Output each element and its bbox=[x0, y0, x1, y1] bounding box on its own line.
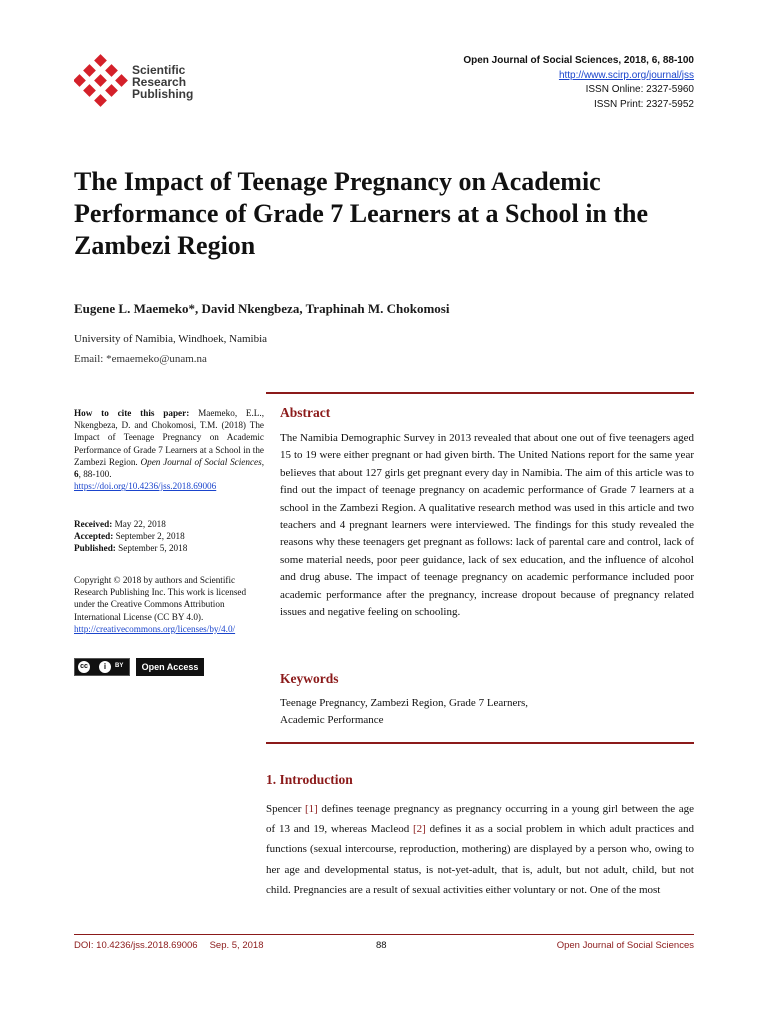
abstract-heading: Abstract bbox=[280, 405, 331, 420]
published-label: Published: bbox=[74, 543, 116, 554]
publisher-logo bbox=[74, 52, 204, 112]
cc-by-badge[interactable] bbox=[74, 658, 130, 676]
accepted-label: Accepted: bbox=[74, 531, 114, 542]
issn-online: ISSN Online: 2327-5960 bbox=[585, 84, 694, 95]
paper-title: The Impact of Teenage Pregnancy on Academic Performance of Grade 7 Learners at a School in the Zambezi Region bbox=[74, 167, 649, 260]
publisher-logo-icon bbox=[74, 54, 130, 110]
citation-block: How to cite this paper: Maemeko, E.L., Nkengbeza, D. and Chokomosi, T.M. (2018) The Impact of Teenage Pregnancy on Academic Performance of Grade 7 Learners at a School in the Zambezi Region. Open Journal of Social Sciences, 6, 88-100. https://doi.org/10.4236/jss.2018.69006 bbox=[74, 408, 265, 492]
citation-pages: , 88-100. bbox=[78, 469, 112, 480]
abstract-top-rule bbox=[266, 392, 694, 394]
citation-text: Maemeko, E.L., Nkengbeza, D. and Chokomosi, T.M. (2018) The Impact of Teenage Pregnancy on Academic Performance of Grade 7 Learners at a School in the Zambezi Region. bbox=[74, 408, 265, 467]
license-link[interactable]: http://creativecommons.org/licenses/by/4.0/ bbox=[74, 623, 236, 634]
received-date: May 22, 2018 bbox=[114, 519, 166, 529]
accepted-date: September 2, 2018 bbox=[115, 531, 185, 542]
reference-link[interactable]: [2] bbox=[412, 823, 426, 836]
cc-icon: cc bbox=[78, 661, 90, 673]
attribution-icon: i bbox=[99, 661, 111, 673]
published-date: September 5, 2018 bbox=[118, 543, 188, 554]
journal-url-link[interactable]: http://www.scirp.org/journal/jss bbox=[558, 69, 694, 81]
open-access-badge[interactable]: Open Access bbox=[136, 658, 204, 676]
keywords-heading: Keywords bbox=[280, 671, 339, 686]
publisher-name: Scientific Research Publishing bbox=[132, 63, 194, 101]
citation-doi-link[interactable]: https://doi.org/10.4236/jss.2018.69006 bbox=[74, 481, 217, 492]
citation-journal: Open Journal of Social Sciences bbox=[140, 456, 262, 467]
footer-date: Sep. 5, 2018 bbox=[209, 940, 264, 951]
footer-doi bbox=[74, 940, 263, 951]
introduction-text: Spencer [1] defines teenage pregnancy as pregnancy occurring in a young girl between the age of 13 and 19, whereas Macleod [2] defines it as a social problem in which adult practices and functions (sexual intercourse, reproduction, mothering) are displayed by a person who, owing to her age and developmental status, is not-yet-adult, that is, adult, but not adult, child, but not child. Pregnancies are a result of sexual activities either voluntary or not. One of the most bbox=[266, 803, 694, 896]
citation-label: How to cite this paper: bbox=[74, 408, 190, 418]
copyright-text: Copyright © 2018 by authors and Scientific Research Publishing Inc. This work is licensed under the Creative Commons Attribution International License (CC BY 4.0). bbox=[74, 575, 247, 622]
author-affiliation: University of Namibia, Windhoek, Namibia bbox=[74, 333, 268, 345]
reference-link[interactable]: [1] bbox=[305, 803, 318, 815]
issn-print: ISSN Print: 2327-5952 bbox=[593, 98, 694, 110]
journal-info bbox=[463, 54, 694, 112]
license-badges bbox=[74, 658, 214, 678]
keywords-list bbox=[280, 695, 694, 730]
abstract-bottom-rule bbox=[266, 742, 694, 744]
footer-doi-text: DOI: 10.4236/jss.2018.69006 bbox=[74, 940, 198, 951]
citation-volume: 6 bbox=[74, 469, 79, 480]
introduction-heading: 1. Introduction bbox=[266, 772, 353, 787]
paper-authors: Eugene L. Maemeko*, David Nkengbeza, Traphinah M. Chokomosi bbox=[74, 301, 450, 316]
footer-rule bbox=[74, 934, 694, 935]
page-number: 88 bbox=[376, 940, 387, 951]
author-email: Email: *emaemeko@unam.na bbox=[74, 353, 207, 365]
received-label: Received: bbox=[74, 519, 113, 529]
footer-journal: Open Journal of Social Sciences bbox=[556, 940, 694, 951]
dates-block bbox=[74, 518, 264, 555]
copyright-block bbox=[74, 574, 264, 635]
keywords-line: Academic Performance bbox=[280, 714, 384, 727]
keywords-line: Teenage Pregnancy, Zambezi Region, Grade 7 Learners, bbox=[280, 697, 529, 709]
by-icon: BY bbox=[115, 663, 124, 669]
abstract-text: The Namibia Demographic Survey in 2013 revealed that about one out of five teenagers aged 15 to 19 were either pregnant or had given birth. The United Nations report for the same year believes that about 127 girls get pregnant every day in Namibia. The aim of this article was to find out the impact of teenage pregnancy on academic performance of Grade 7 learners at a school in the Zambezi Region. A qualitative research method was used in this article and two teachers and 4 pregnant learners were interviewed. The findings for this study revealed the reasons why these teenagers get pregnant as follows: lack of parental care and control, lack of some material needs, poor peer guidance, lack of sex education, and the influence of alcohol and drug abuse. The impact of teenage pregnancy on academic performance included poor academic performance after the pregnancy, increase dropout because of pregnancy related issues and negative feeling on schooling. bbox=[280, 432, 694, 619]
journal-reference: Open Journal of Social Sciences, 2018, 6, 88-100 bbox=[463, 55, 694, 66]
